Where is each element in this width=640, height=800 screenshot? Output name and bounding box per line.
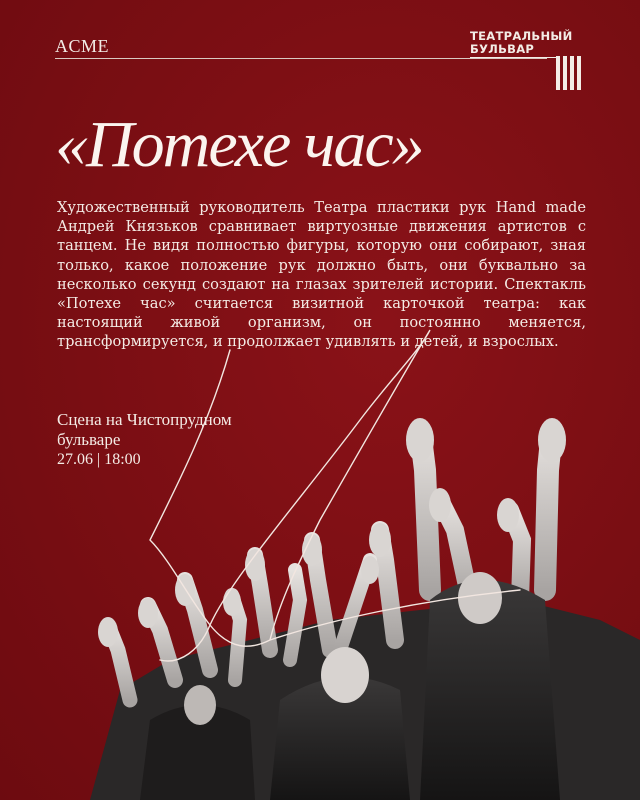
venue-label: Сцена на Чистопрудном бульваре xyxy=(57,410,232,449)
brand-logo-line2: БУЛЬВАР xyxy=(470,42,535,56)
page-title: «Потехе час» xyxy=(55,108,423,181)
brand-logo-line1: ТЕАТРАЛЬНЫЙ xyxy=(470,29,573,43)
brand-logo-acme: ACME xyxy=(55,36,110,56)
event-datetime: 27.06 | 18:00 xyxy=(57,451,141,468)
description-text: Художественный руководитель Театра пластики рук Hand made Андрей Князьков сравнивает виртуозные движения артистов с танцем. Не видя полностью фигуры, которую они собирают, зная только, какое положение рук должно быть, они буквально за несколько секунд создают на глазах зрителей истории. Спектакль «Потехе час» считается визитной карточкой театра: как настоящий живой организм, он постоянно меняется, трансформируется, и продолжает удивлять и детей, и взрослых. xyxy=(57,199,586,351)
